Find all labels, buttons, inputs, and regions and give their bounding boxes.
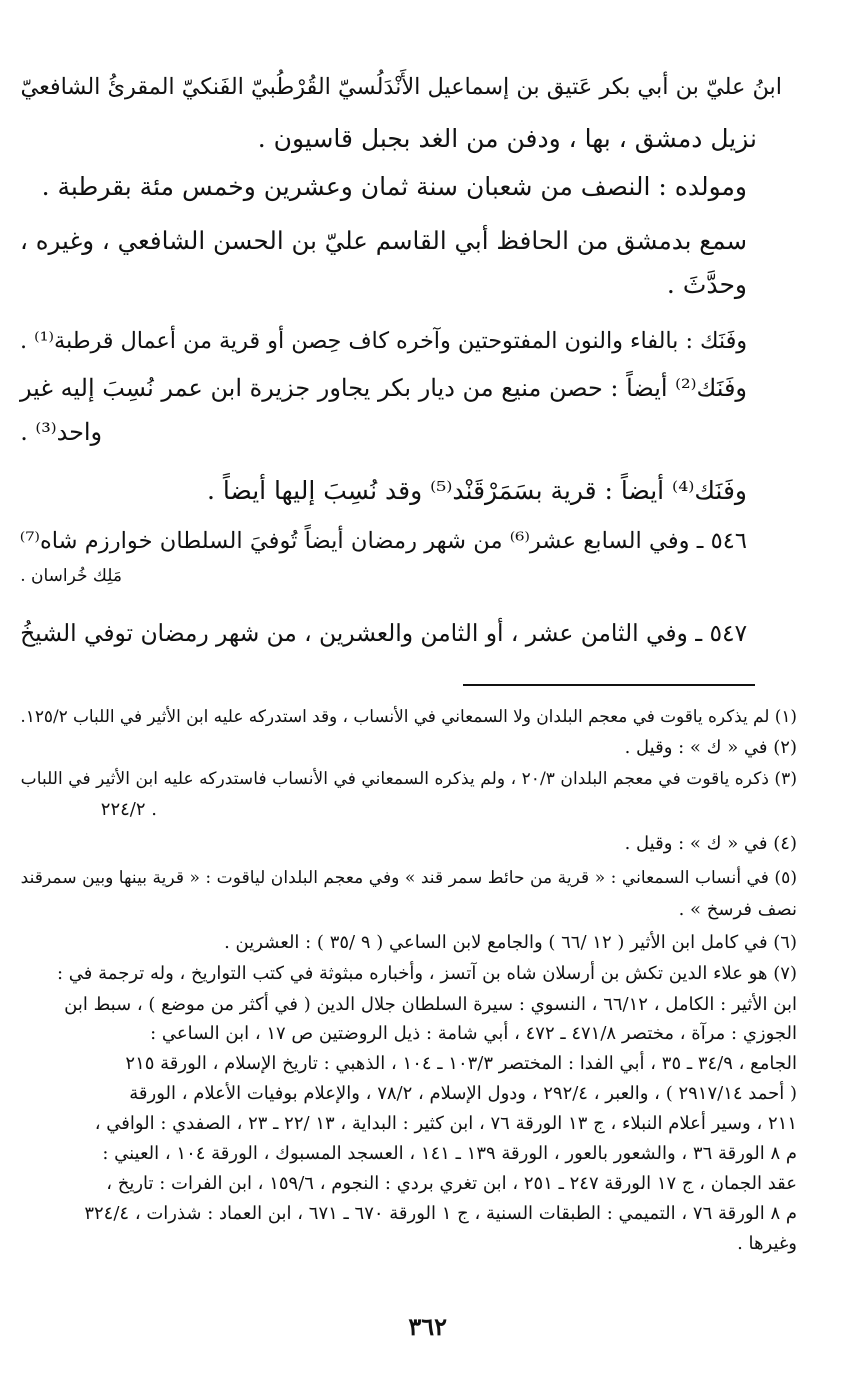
- footnote-line: عقد الجمان ، ج ١٧ الورقة ٢٤٧ ـ ٢٥١ ، ابن تغري بردي : النجوم ، ١٥٩/٦ ، ابن الفرات : تاريخ ،: [106, 1173, 797, 1194]
- footnote-line: (٦) في كامل ابن الأثير ( ١٢ /٦٦ ) والجامع لابن الساعي ( ٩ /٣٥ ) : العشرين .: [224, 932, 797, 953]
- body-line: سمع بدمشق من الحافظ أبي القاسم عليّ بن الحسن الشافعي ، وغيره ،: [19, 226, 747, 255]
- page-number: ٣٦٢: [408, 1312, 447, 1341]
- footnote-line: ابن الأثير : الكامل ، ٦٦/١٢ ، النسوي : سيرة السلطان جلال الدين ( في أكثر من موضع ) ، سبط ابن: [64, 994, 797, 1015]
- body-line: ٥٤٧ ـ وفي الثامن عشر ، أو الثامن والعشرين ، من شهر رمضان توفي الشيخُ: [20, 620, 747, 647]
- footnote-line: (٥) في أنساب السمعاني : « قرية من حائط سمر قند » وفي معجم البلدان لياقوت : « قرية بينها وبين سمرقند: [20, 868, 797, 888]
- footnote-line: (٧) هو علاء الدين تكش بن أرسلان شاه بن آتسز ، وأخباره مبثوثة في كتب التواريخ ، وله ترجمة في :: [57, 963, 797, 984]
- body-line: وحدَّثَ .: [666, 270, 747, 299]
- body-line: ابنُ عليّ بن أبي بكر عَتيق بن إسماعيل الأَنْدَلُسيّ القُرْطُبيّ الفَنكيّ المقرئُ الشافعيّ: [20, 74, 782, 100]
- footnote-line: م ٨ الورقة ٧٦ ، التميمي : الطبقات السنية ، ج ١ الورقة ٦٧٠ ـ ٦٧١ ، ابن العماد : شذرات ، ٣٢٤/٤: [84, 1203, 797, 1224]
- footnote-line: ( أحمد ٢٩١٧/١٤ ) ، والعبر ، ٢٩٢/٤ ، ودول الإسلام ، ٧٨/٢ ، والإعلام بوفيات الأعلام ، الورقة: [129, 1083, 797, 1104]
- body-line: وفَنَك⁽²⁾ أيضاً : حصن منيع من ديار بكر يجاور جزيرة ابن عمر نُسِبَ إليه غير: [19, 374, 747, 402]
- footnote-line: نصف فرسخ » .: [678, 899, 797, 920]
- body-line: مَلِك خُراسان .: [20, 566, 122, 586]
- body-line: نزيل دمشق ، بها ، ودفن من الغد بجبل قاسيون .: [257, 124, 757, 153]
- footnote-line: م ٨ الورقة ٣٦ ، والشعور بالعور ، الورقة ١٣٩ ـ ١٤١ ، العسجد المسبوك ، الورقة ١٠٤ ، العيني :: [102, 1143, 797, 1164]
- footnote-line: وغيرها .: [737, 1233, 797, 1254]
- body-line: ٥٤٦ ـ وفي السابع عشر⁽⁶⁾ من شهر رمضان أيضاً تُوفيَ السلطان خوارزم شاه⁽⁷⁾: [19, 528, 747, 554]
- footnote-line: ٢١١ ، وسير أعلام النبلاء ، ج ١٣ الورقة ٧٦ ، ابن كثير : البداية ، ١٣ /٢٢ ـ ٢٣ ، الصفدي : الوافي ،: [94, 1113, 797, 1134]
- footnote-line: (١) لم يذكره ياقوت في معجم البلدان ولا السمعاني في الأنساب ، وقد استدركه عليه ابن الأثير في اللباب ١٢٥/٢.: [20, 706, 797, 726]
- body-line: واحد⁽³⁾ .: [20, 418, 102, 446]
- footnote-line: الجامع ، ٣٤/٩ ـ ٣٥ ، أبي الفدا : المختصر ١٠٣/٣ ـ ١٠٤ ، الذهبي : تاريخ الإسلام ، الورقة ٢١٥: [125, 1053, 797, 1074]
- body-line: وفَنَك : بالفاء والنون المفتوحتين وآخره كاف حِصن أو قرية من أعمال قرطبة⁽¹⁾ .: [19, 328, 747, 354]
- footnote-line: (٣) ذكره ياقوت في معجم البلدان ٢٠/٣ ، ولم يذكره السمعاني في الأنساب فاستدركه عليه ابن الأثير في اللباب: [20, 769, 797, 789]
- footnote-line: الجوزي : مرآة ، مختصر ٤٧١/٨ ـ ٤٧٢ ، أبي شامة : ذيل الروضتين ص ١٧ ، ابن الساعي :: [150, 1023, 797, 1044]
- footnote-line: (٢) في « ك » : وقيل .: [624, 737, 797, 758]
- body-line: ومولده : النصف من شعبان سنة ثمان وعشرين وخمس مئة بقرطبة .: [41, 172, 747, 201]
- body-line: وفَنَك⁽⁴⁾ أيضاً : قرية بسَمَرْقَنْد⁽⁵⁾ وقد نُسِبَ إليها أيضاً .: [207, 476, 747, 505]
- footnote-line: (٤) في « ك » : وقيل .: [624, 833, 797, 854]
- footnote-separator: [463, 684, 755, 686]
- footnote-line: ٢٢٤/٢ .: [100, 799, 157, 820]
